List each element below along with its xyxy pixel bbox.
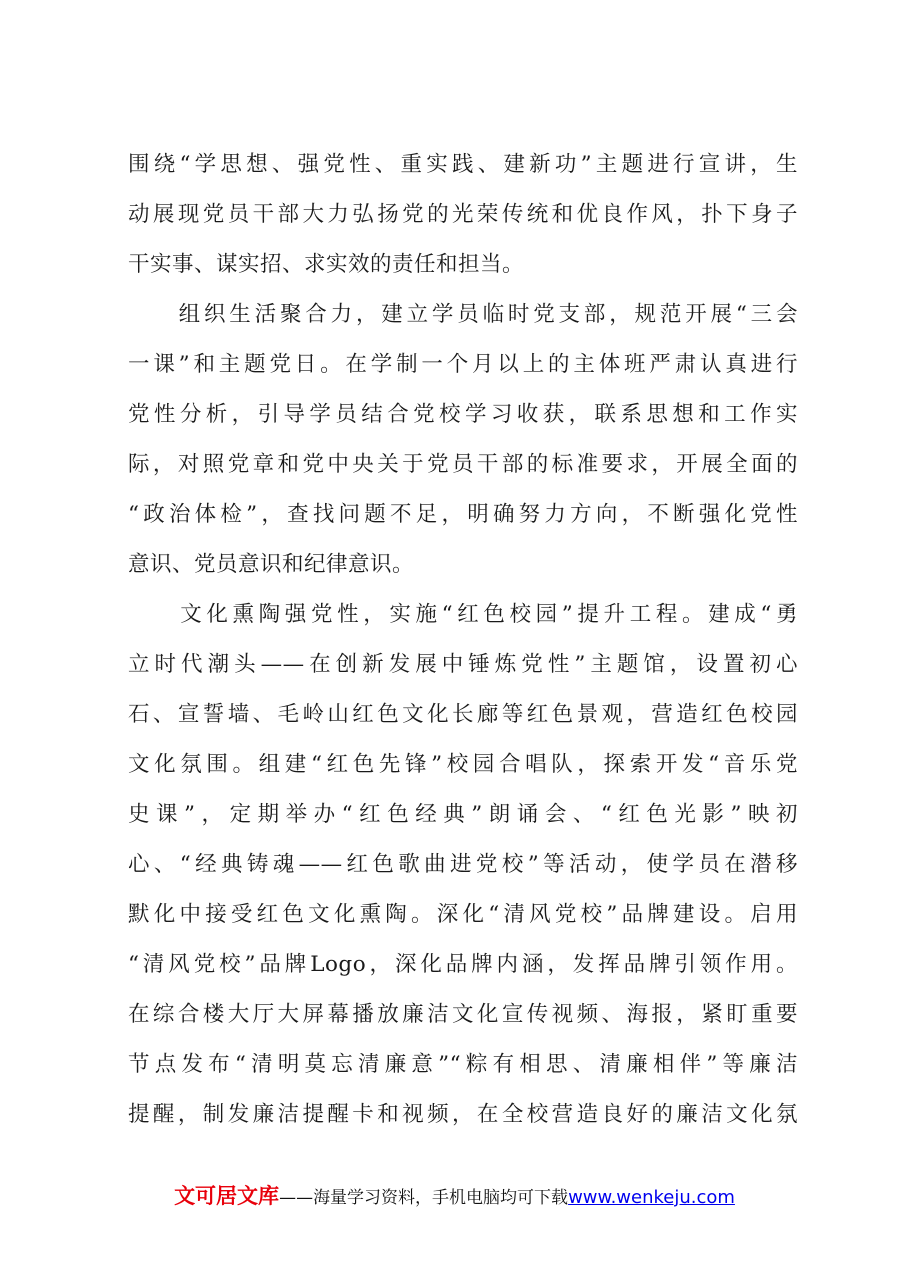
- text-line: 一课”和主题党日。在学制一个月以上的主体班严肃认真进行: [128, 352, 798, 377]
- footer-brand: 文可居文库: [174, 1184, 280, 1208]
- text-line: 史课”，定期举办“红色经典”朗诵会、“红色光影”映初: [128, 802, 798, 827]
- text-line: 干实事、谋实招、求实效的责任和担当。: [128, 252, 525, 277]
- text-line: 意识、党员意识和纪律意识。: [128, 552, 415, 577]
- text-line: 节点发布“清明莫忘清廉意”“粽有相思、清廉相伴”等廉洁: [128, 1052, 798, 1077]
- text-line: 石、宣誓墙、毛岭山红色文化长廊等红色景观，营造红色校园: [128, 702, 798, 727]
- text-line: 文化氛围。组建“红色先锋”校园合唱队，探索开发“音乐党: [128, 752, 798, 777]
- document-body: [128, 140, 798, 1140]
- text-line: 心、“经典铸魂——红色歌曲进党校”等活动，使学员在潜移: [128, 852, 798, 877]
- text-line: 提醒，制发廉洁提醒卡和视频，在全校营造良好的廉洁文化氛: [128, 1102, 798, 1127]
- text-line: “清风党校”品牌Logo，深化品牌内涵，发挥品牌引领作用。: [128, 952, 798, 977]
- text-line: 动展现党员干部大力弘扬党的光荣传统和优良作风，扑下身子: [128, 202, 798, 227]
- text-line: 立时代潮头——在创新发展中锤炼党性”主题馆，设置初心: [128, 652, 798, 677]
- footer-tagline: ——海量学习资料，手机电脑均可下载: [279, 1188, 569, 1208]
- text-line: “政治体检”，查找问题不足，明确努力方向，不断强化党性: [128, 502, 798, 527]
- text-line: 党性分析，引导学员结合党校学习收获，联系思想和工作实: [128, 402, 798, 427]
- footer-url-link[interactable]: www.wenkeju.com: [568, 1187, 735, 1208]
- text-line: 在综合楼大厅大屏幕播放廉洁文化宣传视频、海报，紧盯重要: [128, 1002, 798, 1027]
- text-line: 组织生活聚合力，建立学员临时党支部，规范开展“三会: [128, 302, 798, 327]
- text-line: 文化熏陶强党性，实施“红色校园”提升工程。建成“勇: [128, 602, 798, 627]
- text-line: 际，对照党章和党中央关于党员干部的标准要求，开展全面的: [128, 452, 798, 477]
- text-line: 默化中接受红色文化熏陶。深化“清风党校”品牌建设。启用: [128, 902, 798, 927]
- footer-banner: [0, 1178, 909, 1216]
- text-line: 围绕“学思想、强党性、重实践、建新功”主题进行宣讲，生: [128, 152, 798, 177]
